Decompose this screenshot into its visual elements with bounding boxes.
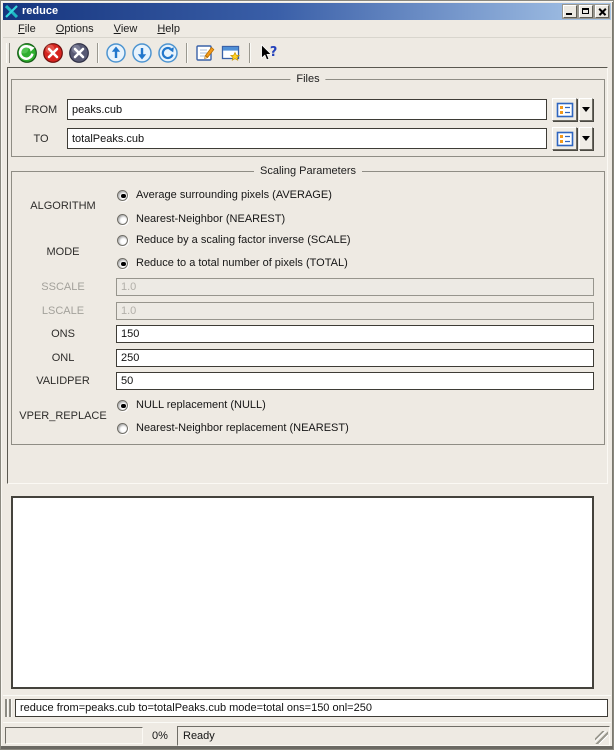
- command-bar: [3, 695, 611, 719]
- reset-button[interactable]: [156, 41, 180, 65]
- run-icon: [16, 42, 38, 64]
- stop-icon: [42, 42, 64, 64]
- maximize-button[interactable]: [579, 5, 593, 18]
- toolbar-grip[interactable]: [6, 43, 10, 63]
- toolbar-separator: [249, 43, 250, 63]
- sscale-label: SSCALE: [41, 281, 85, 293]
- stop-button[interactable]: [41, 41, 65, 65]
- lscale-input[interactable]: [116, 302, 594, 320]
- from-history-dropdown[interactable]: [579, 98, 593, 121]
- mode-option-total[interactable]: Reduce to a total number of pixels (TOTAL): [117, 257, 348, 269]
- svg-text:?: ?: [269, 44, 278, 60]
- maximize-icon: [582, 8, 589, 14]
- ons-label: ONS: [51, 328, 75, 340]
- sscale-input[interactable]: [116, 278, 594, 296]
- onl-input[interactable]: [116, 349, 594, 367]
- radio-button: [117, 214, 128, 225]
- menu-options[interactable]: Options: [55, 22, 94, 35]
- x-logo-icon: [5, 5, 19, 18]
- progress-percent: 0%: [152, 729, 168, 742]
- save-log-icon: [194, 42, 216, 64]
- close-icon: [596, 6, 608, 17]
- history-up-button[interactable]: [104, 41, 128, 65]
- mode-label: MODE: [46, 246, 80, 258]
- menu-help[interactable]: Help: [157, 22, 180, 35]
- radio-button: [117, 235, 128, 246]
- onl-label: ONL: [51, 352, 75, 364]
- radio-button: [117, 400, 128, 411]
- minimize-button[interactable]: [563, 5, 577, 18]
- history-up-icon: [105, 42, 127, 64]
- vper-replace-option-null[interactable]: NULL replacement (NULL): [117, 399, 266, 411]
- log-output-area[interactable]: [11, 496, 594, 689]
- command-bar-grip[interactable]: [5, 699, 11, 717]
- algorithm-option-average[interactable]: Average surrounding pixels (AVERAGE): [117, 189, 332, 201]
- minimize-icon: [566, 13, 572, 15]
- vper-replace-option-nearest[interactable]: Nearest-Neighbor replacement (NEAREST): [117, 422, 349, 434]
- algorithm-option-nearest[interactable]: Nearest-Neighbor (NEAREST): [117, 213, 285, 225]
- to-history-dropdown[interactable]: [579, 127, 593, 150]
- whats-this-button[interactable]: [256, 41, 280, 65]
- algorithm-label: ALGORITHM: [30, 200, 96, 212]
- files-group-title: Files: [290, 73, 325, 85]
- exit-icon: [68, 42, 90, 64]
- lscale-label: LSCALE: [41, 305, 85, 317]
- new-window-button[interactable]: [219, 41, 243, 65]
- from-browse-button[interactable]: [552, 98, 577, 121]
- command-line-input[interactable]: [15, 699, 608, 717]
- radio-button: [117, 423, 128, 434]
- run-button[interactable]: [15, 41, 39, 65]
- radio-button: [117, 258, 128, 269]
- close-button[interactable]: [595, 5, 609, 18]
- chevron-down-icon: [582, 136, 590, 141]
- status-message-panel: [177, 726, 610, 746]
- file-browser-icon: [556, 130, 574, 148]
- tool-bar: [3, 39, 611, 66]
- chevron-down-icon: [582, 107, 590, 112]
- ons-input[interactable]: [116, 325, 594, 343]
- status-bar: [3, 722, 611, 748]
- window-title: reduce: [22, 5, 59, 17]
- status-message: Ready: [183, 729, 215, 742]
- to-browse-button[interactable]: [552, 127, 577, 150]
- file-browser-icon: [556, 101, 574, 119]
- exit-button[interactable]: [67, 41, 91, 65]
- vper-replace-label: VPER_REPLACE: [19, 410, 107, 422]
- progress-bar: [5, 727, 143, 744]
- mode-option-scale[interactable]: Reduce by a scaling factor inverse (SCALE): [117, 234, 351, 246]
- from-input[interactable]: [67, 99, 547, 120]
- history-down-icon: [131, 42, 153, 64]
- from-label: FROM: [24, 104, 58, 116]
- resize-grip[interactable]: [595, 731, 608, 744]
- to-label: TO: [33, 133, 49, 145]
- validper-label: VALIDPER: [36, 375, 90, 387]
- radio-button: [117, 190, 128, 201]
- menu-bar: [3, 20, 611, 38]
- toolbar-separator: [97, 43, 98, 63]
- history-down-button[interactable]: [130, 41, 154, 65]
- new-window-icon: [220, 42, 242, 64]
- reset-icon: [157, 42, 179, 64]
- to-input[interactable]: [67, 128, 547, 149]
- menu-file[interactable]: File: [18, 22, 36, 35]
- scaling-group-title: Scaling Parameters: [254, 165, 362, 177]
- title-bar[interactable]: [3, 3, 611, 20]
- toolbar-separator: [186, 43, 187, 63]
- save-log-button[interactable]: [193, 41, 217, 65]
- menu-view[interactable]: View: [113, 22, 138, 35]
- whats-this-icon: [257, 42, 279, 64]
- validper-input[interactable]: [116, 372, 594, 390]
- window-bottom-border: [1, 746, 613, 749]
